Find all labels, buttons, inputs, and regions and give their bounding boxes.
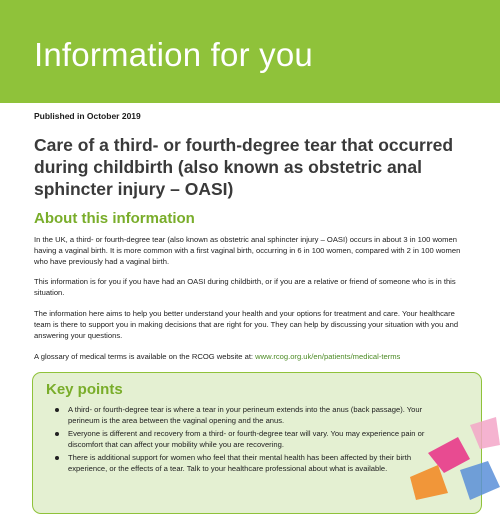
banner-title: Information for you	[34, 36, 313, 73]
about-paragraph-3: The information here aims to help you better understand your health and your options for treatment and care. Your healthcare team is there to support you in making decisions that are right for you. They can help by discussing your situation with you and answering your questions.	[34, 309, 459, 340]
glossary-link[interactable]: www.rcog.org.uk/en/patients/medical-terms	[255, 352, 401, 361]
bullet-icon	[55, 456, 59, 460]
document-title: Care of a third- or fourth-degree tear that occurred during childbirth (also known as obstetric anal sphincter injury – OASI)	[34, 135, 454, 199]
light-pink-shape	[470, 417, 500, 449]
key-points-heading: Key points	[46, 381, 123, 398]
about-heading: About this information	[34, 210, 195, 227]
blue-shape	[460, 461, 500, 500]
header-banner	[0, 0, 500, 103]
about-paragraph-2: This information is for you if you have had an OASI during childbirth, or if you are a relative or friend of someone who is in this situation.	[34, 277, 456, 297]
bullet-icon	[55, 432, 59, 436]
about-paragraph-1: In the UK, a third- or fourth-degree tear (also known as obstetric anal sphincter injury – OASI) occurs in about 3 in 100 women having a vaginal birth. It is more common with a first vaginal birth, occurring in 6 in 100 women, compared with 2 in 100 women who have previously had a vaginal birth.	[34, 235, 461, 266]
glossary-text: A glossary of medical terms is available on the RCOG website at:	[34, 352, 256, 361]
key-point-text: There is additional support for women who feel that their mental health has been affected by their birth experience, or the effects of a tear. Talk to your healthcare professional about what is available.	[68, 453, 412, 473]
key-points-list	[53, 405, 433, 478]
list-item	[53, 429, 433, 450]
key-point-text: A third- or fourth-degree tear is where a tear in your perineum extends into the anus (back passage). Your perineum is the area between the vaginal opening and the anus.	[68, 405, 423, 425]
glossary-paragraph	[34, 352, 472, 363]
list-item	[53, 453, 433, 474]
key-point-text: Everyone is different and recovery from a third- or fourth-degree tear will vary. You may experience pain or discomfort that can affect your mobility while you are recovering.	[68, 429, 425, 449]
published-date: Published in October 2019	[34, 111, 141, 121]
decorative-shapes	[400, 415, 500, 500]
bullet-icon	[55, 408, 59, 412]
list-item	[53, 405, 433, 426]
